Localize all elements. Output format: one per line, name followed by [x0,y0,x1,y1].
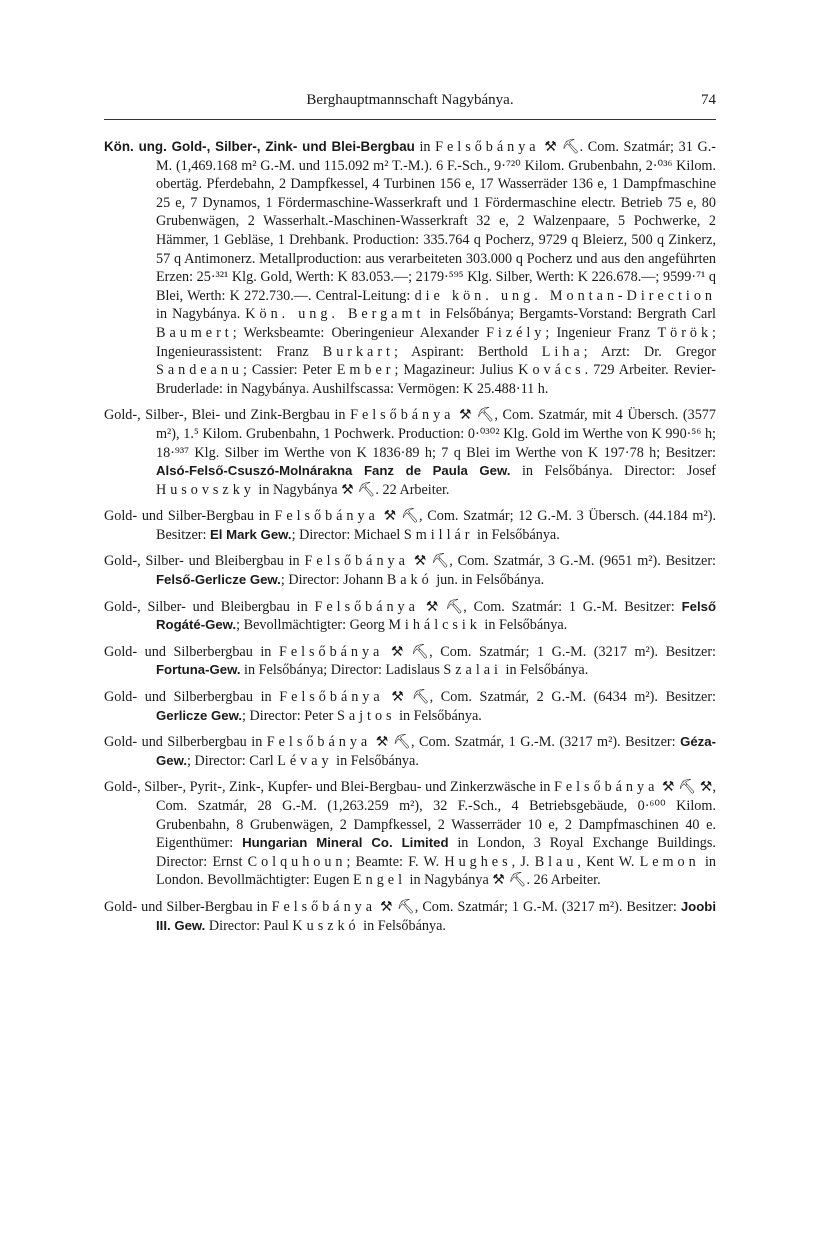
place-name: Felsőbánya [266,734,372,751]
place-name: Felsőbánya [279,689,384,706]
owner-name: Hungarian Mineral Co. Limited [242,835,449,851]
owner-name: Fortuna-Gew. [156,662,241,678]
header-title: Berghauptmannschaft Nagybánya. [306,92,514,108]
entry-also-felso-csuszo: Gold-, Silber-, Blei- und Zink-Bergbau in Felsőbánya ⚒ ⛏, Com. Szatmár, mit 4 Übersch. (3577 m²), 1.⁵ Kilom. Grubenbahn, 1 Pochwerk. Production: 0·⁰³⁰² Klg. Gold im Werthe von K 990·⁵⁶ h; 18·⁹³⁷ Klg. Silber im Werthe von K 1836·89 h; 7 q Blei im Werthe von K 197·78 h; Besitzer: Alsó-Felső-Csuszó-Molnárakna Fanz de Paula Gew. in Felsőbánya. Director: Josef Husovszky in Nagybánya ⚒ ⛏. 22 Arbeiter. [104,407,716,498]
page-number: 74 [701,92,716,108]
entry-lead: Kön. ung. Gold-, Silber-, Zink- und Blei-Bergbau [104,139,415,154]
place-name: Felsőbánya [553,779,659,796]
owner-name: Felső Rogáté-Gew. [156,598,717,633]
place-name: Felsőbánya [278,643,384,660]
owner-name: El Mark Gew. [209,526,292,542]
running-header [104,88,716,114]
document-body [104,138,716,943]
owner-name: Joobi III. Gew. [156,898,716,933]
entry-el-mark: Gold- und Silber-Bergbau in Felsőbánya ⚒ ⛏, Com. Szatmár; 12 G.-M. 3 Übersch. (44.184 m²). Besitzer: El Mark Gew.; Director: Michael Smillár in Felsőbánya. [104,508,716,543]
place-name: Felsőbánya [274,508,379,525]
entry-geza: Gold- und Silberbergbau in Felsőbánya ⚒ ⛏, Com. Szatmár, 1 G.-M. (3217 m²). Besitzer: Géza-Gew.; Director: Carl Lévay in Felsőbánya. [104,734,716,769]
entry-felso-gerlicze: Gold-, Silber- und Bleibergbau in Felsőbánya ⚒ ⛏, Com. Szatmár, 3 G.-M. (9651 m²). Besitzer: Felső-Gerlicze Gew.; Director: Johann Bakó jun. in Felsőbánya. [104,553,716,589]
owner-name: Felső-Gerlicze Gew. [156,572,281,588]
place-name: Felsőbánya [271,898,376,915]
entry-kon-ung-bergbau: Kön. ung. Gold-, Silber-, Zink- und Blei-Bergbau in Felsőbánya ⚒ ⛏. Com. Szatmár; 31 G.-M. (1,469.168 m² G.-M. und 115.092 m² T.-M.). 6 F.-Sch., 9·⁷²⁰ Kilom. Grubenbahn, 2·⁰³⁶ Kilom. obertäg. Pferdebahn, 2 Dampfkessel, 4 Turbinen 156 e, 17 Wasserräder 136 e, 1 Dampfmaschine 25 e, 7 Dynamos, 1 Fördermaschine-Wasserkraft und 1 Fördermaschine electr. Betrieb 75 e, 80 Grubenwägen, 2 Wasserhalt.-Maschinen-Wasserkraft 32 e, 2 Walzenpaare, 5 Pochwerke, 2 Hämmer, 1 Gebläse, 1 Drehbank. Production: 335.764 q Pocherz, 9729 q Bleierz, 500 q Zinkerz, 57 q Antimonerz. Metallproduction: aus verarbeiteten 303.000 q Pocherz und aus den angeführten Erzen: 25·³²¹ Klg. Gold, Werth: K 83.053.—; 2179·⁵⁹⁵ Klg. Silber, Werth: K 226.678.—; 9599·⁷¹ q Blei, Werth: K 272.730.—. Central-Leitung: die kön. ung. Montan-Direction in Nagybánya. Kön. ung. Bergamt in Felsőbánya; Bergamts-Vorstand: Bergrath Carl Baumert; Werksbeamte: Oberingenieur Alexander Fizély; Ingenieur Franz Török; Ingenieurassistent: Franz Burkart; Aspirant: Berthold Liha; Arzt: Dr. Gregor Sandeanu; Cassier: Peter Ember; Magazineur: Julius Kovács. 729 Arbeiter. Revier-Bruderlade: in Nagybánya. Aushilfscassa: Vermögen: K 25.488·11 h. [104,139,716,397]
entry-fortuna: Gold- und Silberbergbau in Felsőbánya ⚒ ⛏, Com. Szatmár; 1 G.-M. (3217 m²). Besitzer: Fortuna-Gew. in Felsőbánya; Director: Ladislaus Szalai in Felsőbánya. [104,643,716,679]
owner-name: Géza-Gew. [156,734,716,768]
owner-name: Alsó-Felső-Csuszó-Molnárakna Fanz de Paula Gew. [156,463,511,479]
place-name: Felsőbánya [304,553,409,570]
entry-felso-rogate: Gold-, Silber- und Bleibergbau in Felsőbánya ⚒ ⛏, Com. Szatmár: 1 G.-M. Besitzer: Felső Rogáté-Gew.; Bevollmächtigter: Georg Mihálcsik in Felsőbánya. [104,598,717,634]
place-name: Felsőbánya [350,407,455,424]
entry-gerlicze: Gold- und Silberbergbau in Felsőbánya ⚒ ⛏, Com. Szatmár, 2 G.-M. (6434 m²). Besitzer: Gerlicze Gew.; Director: Peter Sajtos in Felsőbánya. [104,689,716,724]
header-rule [104,119,716,120]
place-name: Felsőbánya [435,139,540,155]
entry-joobi-iii: Gold- und Silber-Bergbau in Felsőbánya ⚒ ⛏, Com. Szatmár; 1 G.-M. (3217 m²). Besitzer: Joobi III. Gew. Director: Paul Kuszkó in Felsőbánya. [104,898,716,934]
place-name: Felsőbánya [314,598,419,615]
entry-hungarian-mineral: Gold-, Silber-, Pyrit-, Zink-, Kupfer- und Blei-Bergbau- und Zinkerzwäsche in Felsőbánya ⚒ ⛏ ⚒, Com. Szatmár, 28 G.-M. (1,263.259 m²), 32 F.-Sch., 4 Betriebsgebäude, 0·⁶⁰⁰ Kilom. Grubenbahn, 8 Grubenwägen, 2 Dampfkessel, 2 Wasserräder 10 e, 2 Dampfmaschinen 40 e. Eigenthümer: Hungarian Mineral Co. Limited in London, 3 Royal Exchange Buildings. Director: Ernst Colquhoun; Beamte: F. W. Hughes, J. Blau, Kent W. Lemon in London. Bevollmächtigter: Eugen Engel in Nagybánya ⚒ ⛏. 26 Arbeiter. [104,779,717,889]
owner-name: Gerlicze Gew. [156,707,243,723]
